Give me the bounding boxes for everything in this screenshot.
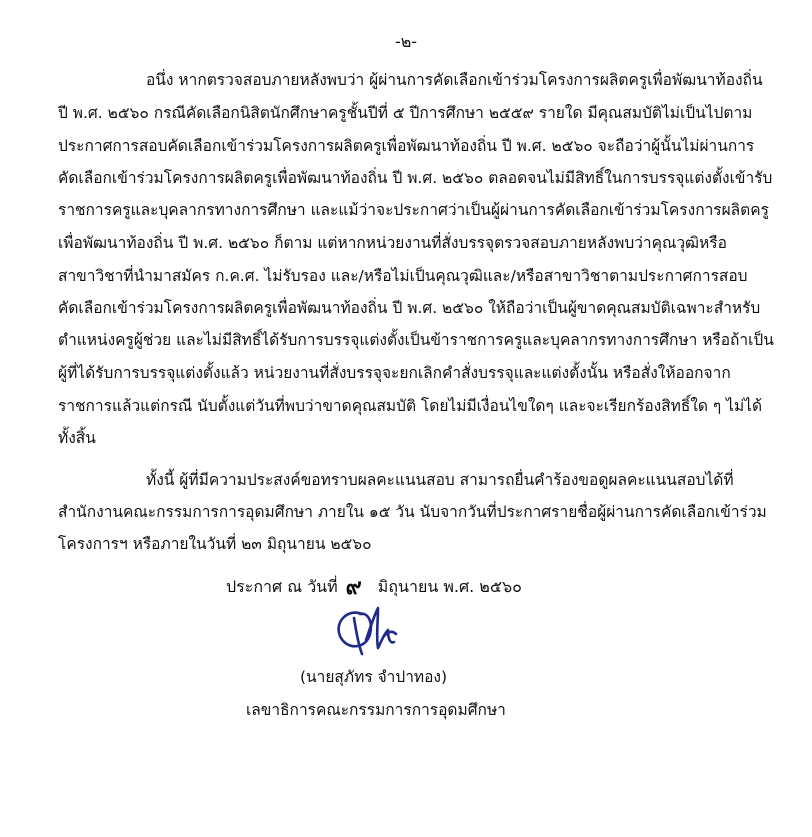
paragraph-line: ผู้ที่ได้รับการบรรจุแต่งตั้งแล้ว หน่วยงานที่สั่งบรรจุจะยกเลิกคำสั่งบรรจุและแต่งตั้งนั้น หรือสั่งให้ออกจาก [58, 364, 731, 382]
paragraph-line: คัดเลือกเข้าร่วมโครงการผลิตครูเพื่อพัฒนาท้องถิ่น ปี พ.ศ. ๒๕๖๐ ให้ถือว่าเป็นผู้ขาดคุณสมบัติเฉพาะสำหรับ [58, 299, 761, 317]
paragraph-line: ราชการครูและบุคลากรทางการศึกษา และแม้ว่าจะประกาศว่าเป็นผู้ผ่านการคัดเลือกเข้าร่วมโครงการผลิตครู [58, 201, 769, 219]
announce-day: ๙ [345, 575, 362, 600]
paragraph-line: สาขาวิชาที่นำมาสมัคร ก.ค.ศ. ไม่รับรอง และ/หรือไม่เป็นคุณวุฒิและ/หรือสาขาวิชาตามประกาศการสอบ [58, 267, 748, 285]
signer-name: (นายสุภัทร จำปาทอง) [300, 668, 448, 686]
signer-position: เลขาธิการคณะกรรมการการอุดมศึกษา [246, 701, 506, 719]
paragraph-line: ทั้งสิ้น [58, 429, 96, 447]
paragraph-line: คัดเลือกเข้าร่วมโครงการผลิตครูเพื่อพัฒนาท้องถิ่น ปี พ.ศ. ๒๕๖๐ ตลอดจนไม่มีสิทธิ์ในการบรรจุแต่งตั้งเข้ารับ [58, 169, 773, 187]
paragraph-line: ตำแหน่งครูผู้ช่วย และไม่มีสิทธิ์ได้รับการบรรจุแต่งตั้งเป็นข้าราชการครูและบุคลากรทางการศึกษา หรือถ้าเป็น [58, 331, 774, 349]
paragraph-line: ประกาศการสอบคัดเลือกเข้าร่วมโครงการผลิตครูเพื่อพัฒนาท้องถิ่น ปี พ.ศ. ๒๕๖๐ จะถือว่าผู้นั้นไม่ผ่านการ [58, 137, 755, 155]
signature-image [326, 600, 446, 660]
paragraph-line: สำนักงานคณะกรรมการการอุดมศึกษา ภายใน ๑๕ วัน นับจากวันที่ประกาศรายชื่อผู้ผ่านการคัดเลือกเข้าร่วม [58, 503, 767, 521]
announcement-date [226, 567, 522, 602]
paragraph-line: ราชการแล้วแต่กรณี นับตั้งแต่วันที่พบว่าขาดคุณสมบัติ โดยไม่มีเงื่อนไขใดๆ และจะเรียกร้องสิทธิ์ใด ๆ ไม่ได้ [58, 397, 763, 415]
announce-month-year: มิถุนายน พ.ศ. ๒๕๖๐ [377, 577, 522, 596]
paragraph-line: ทั้งนี้ ผู้ที่มีความประสงค์ขอทราบผลคะแนนสอบ สามารถยื่นคำร้องขอดูผลคะแนนสอบได้ที่ [146, 471, 734, 489]
paragraph-line: อนึ่ง หากตรวจสอบภายหลังพบว่า ผู้ผ่านการคัดเลือกเข้าร่วมโครงการผลิตครูเพื่อพัฒนาท้องถิ่น [146, 71, 763, 89]
page-number: -๒- [394, 32, 418, 51]
announce-prefix: ประกาศ ณ วันที่ [226, 577, 338, 596]
paragraph-line: โครงการฯ หรือภายในวันที่ ๒๓ มิถุนายน ๒๕๖๐ [58, 535, 372, 553]
paragraph-line: เพื่อพัฒนาท้องถิ่น ปี พ.ศ. ๒๕๖๐ ก็ตาม แต่หากหน่วยงานที่สั่งบรรจุตรวจสอบภายหลังพบว่าคุณวุฒิหรือ [58, 234, 727, 252]
paragraph-line: ปี พ.ศ. ๒๕๖๐ กรณีคัดเลือกนิสิตนักศึกษาครูชั้นปีที่ ๕ ปีการศึกษา ๒๕๕๙ รายใด มีคุณสมบัติไม่เป็นไปตาม [58, 104, 753, 122]
